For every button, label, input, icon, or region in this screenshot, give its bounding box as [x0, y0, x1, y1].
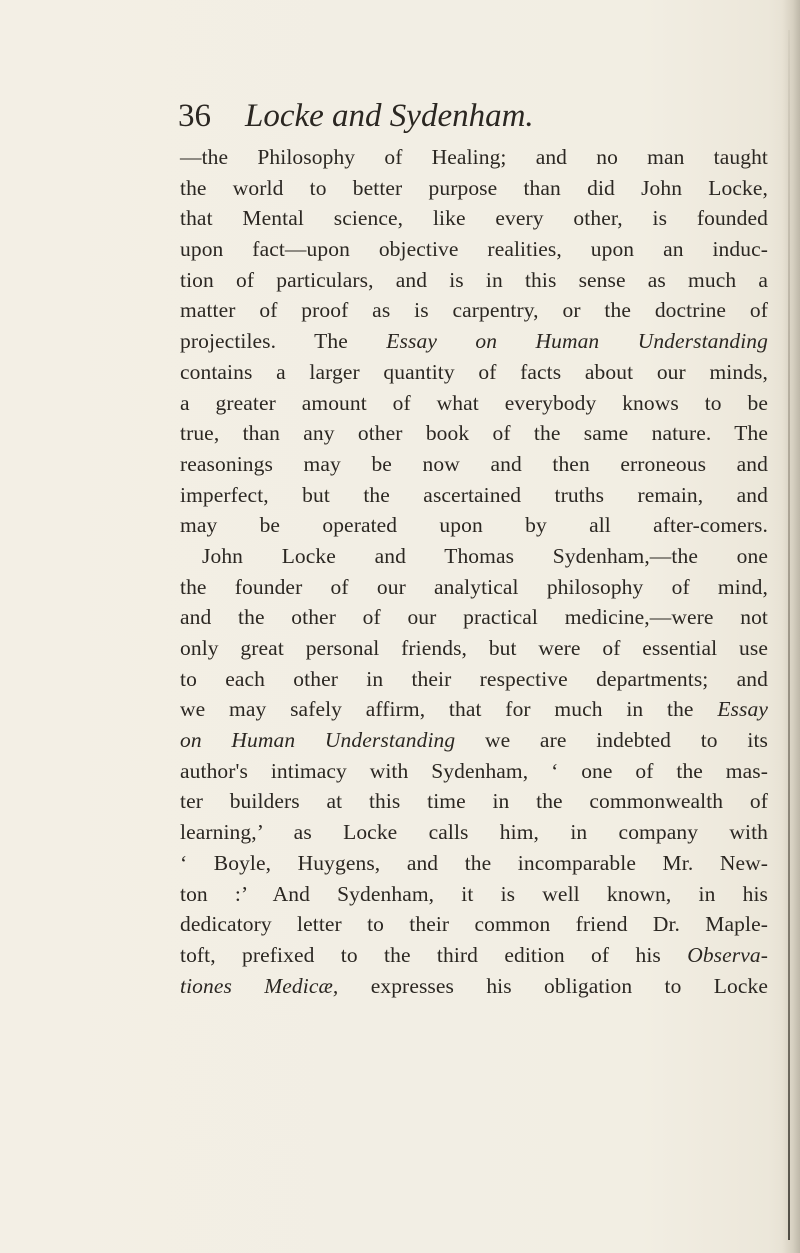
page-edge-shadow: [782, 0, 800, 1253]
text-line: [180, 694, 768, 725]
italic-title: Observa-: [687, 942, 768, 967]
text-line: dedicatory letter to their common friend Dr. Maple-: [180, 912, 768, 937]
text-line: may be operated upon by all after-comers.: [180, 513, 768, 538]
text-line: only great personal friends, but were of essential use: [180, 636, 768, 660]
text-line: [180, 971, 768, 1002]
text-line: and the other of our practical medicine,—were not: [180, 605, 768, 630]
text-run: projectiles. The: [180, 329, 387, 354]
text-line: tion of particulars, and is in this sense as much a: [180, 267, 768, 292]
text-line: ton :’ And Sydenham, it is well known, in his: [180, 881, 768, 906]
italic-title: on Human Understanding: [180, 728, 456, 753]
italic-title: Essay on Human Understanding: [386, 329, 768, 354]
text-line: [180, 725, 768, 756]
text-line: to each other in their respective departments; and: [180, 666, 768, 691]
text-run: we are indebted to its: [455, 728, 768, 753]
text-line: John Locke and Thomas Sydenham,—the one: [202, 543, 768, 568]
text-line: [180, 940, 768, 971]
text-line: [180, 326, 768, 357]
text-run: toft, prefixed to the third edition of his: [180, 942, 688, 967]
text-line: a greater amount of what everybody knows to be: [180, 390, 768, 415]
page-header: [178, 98, 534, 135]
running-title: Locke and Sydenham.: [245, 98, 534, 134]
text-line: ter builders at this time in the commonwealth of: [180, 789, 768, 814]
text-line: ‘ Boyle, Huygens, and the incomparable Mr. New-: [180, 850, 768, 875]
text-line: upon fact—upon objective realities, upon an induc-: [180, 237, 768, 262]
italic-title: tiones Medicæ,: [180, 973, 339, 998]
text-line: reasonings may be now and then erroneous and: [180, 451, 768, 476]
page-edge-line: [788, 30, 790, 1240]
text-line: author's intimacy with Sydenham, ‘ one of the mas-: [180, 758, 768, 783]
text-run: expresses his obligation to Locke: [338, 973, 768, 998]
text-line: imperfect, but the ascertained truths remain, and: [180, 482, 768, 507]
text-line: —the Philosophy of Healing; and no man taught: [180, 145, 768, 169]
page-number: 36: [178, 98, 211, 134]
text-line: learning,’ as Locke calls him, in company with: [180, 820, 768, 845]
italic-title: Essay: [717, 697, 768, 722]
text-line: matter of proof as is carpentry, or the doctrine of: [180, 298, 768, 323]
text-run: we may safely affirm, that for much in the: [180, 697, 718, 722]
text-line: the world to better purpose than did John Locke,: [180, 175, 768, 200]
text-line: the founder of our analytical philosophy of mind,: [180, 574, 768, 599]
text-line: that Mental science, like every other, is founded: [180, 206, 768, 231]
body-text: [180, 142, 768, 1001]
text-line: contains a larger quantity of facts about our minds,: [180, 359, 768, 384]
text-line: true, than any other book of the same nature. The: [180, 421, 768, 446]
